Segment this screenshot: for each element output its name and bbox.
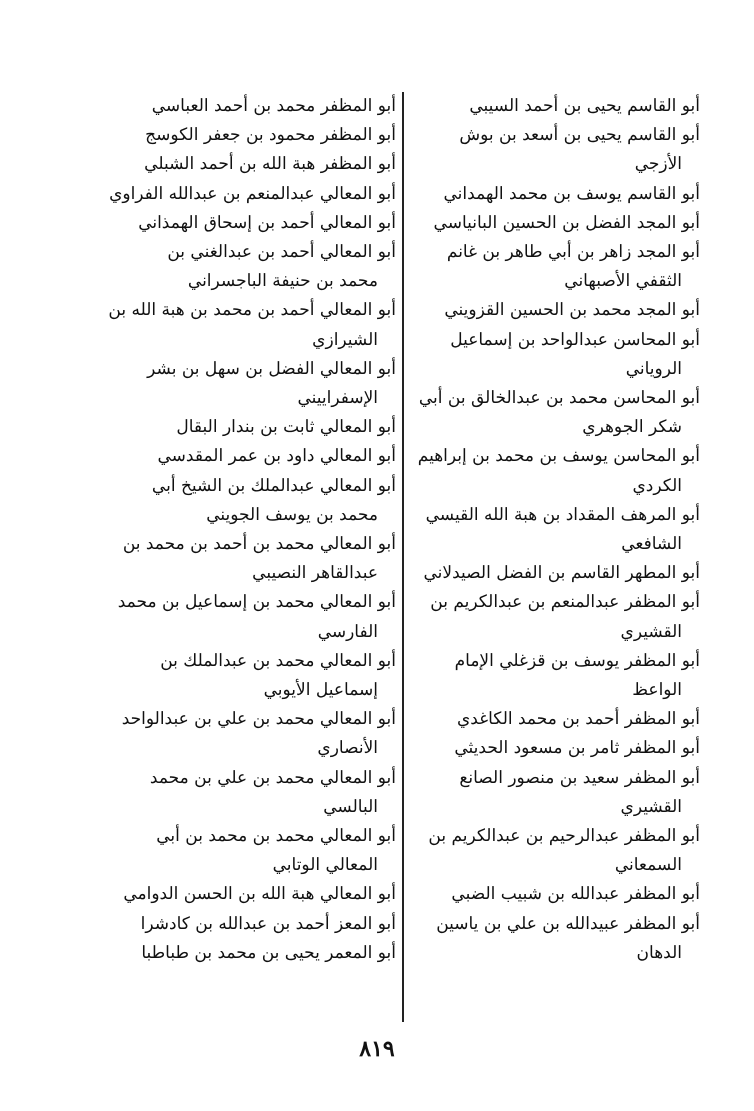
entry-continuation: عبدالقاهر النصيبي bbox=[252, 563, 378, 584]
entry-line: أبو المطهر القاسم بن الفضل الصيدلاني bbox=[423, 563, 700, 584]
page-number: ٨١٩ bbox=[359, 1036, 395, 1062]
entry-continuation: الأزجي bbox=[634, 154, 682, 175]
entry-line: أبو المظفر هبة الله بن أحمد الشبلي bbox=[144, 154, 396, 175]
entry-line: أبو المعالي محمد بن أحمد بن محمد بن bbox=[122, 534, 396, 555]
name-entry bbox=[96, 209, 396, 238]
entry-line: أبو المعالي محمد بن إسماعيل بن محمد bbox=[117, 592, 396, 613]
name-entry bbox=[404, 209, 700, 238]
name-entry bbox=[404, 442, 700, 500]
name-entry bbox=[404, 647, 700, 705]
entry-line: أبو المجد محمد بن الحسين القزويني bbox=[444, 300, 700, 321]
name-entry bbox=[96, 442, 396, 471]
entry-line: أبو القاسم يحيى بن أحمد السيبي bbox=[469, 96, 700, 116]
name-entry bbox=[96, 121, 396, 150]
entry-continuation: الواعظ bbox=[632, 680, 682, 701]
entry-line: أبو المظفر أحمد بن محمد الكاغدي bbox=[457, 709, 700, 730]
entry-line: أبو المظفر ثامر بن مسعود الحديثي bbox=[454, 738, 700, 759]
name-entry bbox=[404, 326, 700, 384]
name-entry bbox=[96, 150, 396, 179]
entry-continuation: القشيري bbox=[620, 621, 682, 642]
entry-continuation: محمد بن حنيفة الباجسراني bbox=[187, 271, 378, 292]
name-entry bbox=[404, 910, 700, 968]
entry-continuation: الروياني bbox=[625, 358, 682, 379]
entry-line: أبو المعالي أحمد بن إسحاق الهمذاني bbox=[138, 212, 396, 233]
entry-continuation: السمعاني bbox=[614, 855, 682, 876]
entry-line: أبو المظفر سعيد بن منصور الصانع bbox=[459, 767, 700, 788]
name-entry bbox=[96, 413, 396, 442]
entry-continuation: الثقفي الأصبهاني bbox=[564, 271, 682, 292]
entry-continuation: الشافعي bbox=[621, 534, 682, 555]
name-entry bbox=[96, 92, 396, 121]
name-entry bbox=[96, 764, 396, 822]
entry-continuation: القشيري bbox=[620, 796, 682, 817]
entry-line: أبو المظفر محمود بن جعفر الكوسج bbox=[145, 125, 396, 146]
name-entry bbox=[404, 588, 700, 646]
entry-continuation: البالسي bbox=[323, 796, 378, 817]
name-entry bbox=[96, 355, 396, 413]
entry-line: أبو المجد الفضل بن الحسين البانياسي bbox=[433, 212, 700, 233]
entry-line: أبو المعالي داود بن عمر المقدسي bbox=[157, 446, 396, 467]
entry-line: أبو المعز أحمد بن عبدالله بن كادشرا bbox=[140, 913, 396, 934]
name-entry bbox=[404, 822, 700, 880]
entry-line: أبو المحاسن عبدالواحد بن إسماعيل bbox=[450, 329, 700, 350]
entry-line: أبو المعالي هبة الله بن الحسن الدوامي bbox=[123, 884, 396, 905]
entry-line: أبو المعالي عبدالملك بن الشيخ أبي bbox=[151, 475, 396, 496]
name-entry bbox=[404, 501, 700, 559]
entry-line: أبو القاسم يوسف بن محمد الهمداني bbox=[443, 183, 700, 204]
entry-line: أبو المظفر عبيدالله بن علي بن ياسين bbox=[436, 913, 700, 934]
name-entry bbox=[96, 588, 396, 646]
entry-continuation: الكردي bbox=[632, 475, 682, 496]
entry-continuation: الإسفراييني bbox=[297, 388, 378, 409]
name-entry bbox=[404, 180, 700, 209]
entry-line: أبو المجد زاهر بن أبي طاهر بن غانم bbox=[446, 242, 700, 263]
entry-line: أبو المعالي محمد بن عبدالملك بن bbox=[160, 650, 396, 671]
entry-continuation: محمد بن يوسف الجويني bbox=[206, 504, 378, 525]
name-entry bbox=[96, 705, 396, 763]
entry-line: أبو المعالي محمد بن محمد بن أبي bbox=[156, 826, 396, 847]
entry-continuation: الدهان bbox=[636, 942, 682, 963]
entry-line: أبو القاسم يحيى بن أسعد بن بوش bbox=[459, 125, 700, 146]
name-entry bbox=[404, 559, 700, 588]
entry-continuation: الشيرازي bbox=[312, 329, 378, 350]
name-entry bbox=[404, 238, 700, 296]
entry-line: أبو المظفر يوسف بن قزغلي الإمام bbox=[454, 650, 700, 671]
entry-line: أبو المظفر عبدالرحيم بن عبدالكريم بن bbox=[428, 826, 700, 847]
name-entry bbox=[404, 705, 700, 734]
name-entry bbox=[96, 939, 396, 968]
entry-line: أبو المعالي ثابت بن بندار البقال bbox=[176, 417, 396, 438]
right-column bbox=[404, 92, 700, 968]
name-entry bbox=[96, 910, 396, 939]
name-entry bbox=[404, 296, 700, 325]
entry-line: أبو المعالي أحمد بن عبدالغني بن bbox=[167, 242, 396, 263]
entry-line: أبو المظفر عبدالله بن شبيب الضبي bbox=[451, 884, 700, 905]
entry-line: أبو المرهف المقداد بن هبة الله القيسي bbox=[425, 504, 700, 525]
entry-line: أبو المعالي أحمد بن محمد بن هبة الله بن bbox=[108, 300, 396, 321]
name-entry bbox=[404, 764, 700, 822]
name-entry bbox=[96, 472, 396, 530]
name-entry bbox=[96, 647, 396, 705]
name-entry bbox=[96, 822, 396, 880]
left-column bbox=[96, 92, 396, 968]
name-entry bbox=[404, 734, 700, 763]
entry-line: أبو المعالي عبدالمنعم بن عبدالله الفراوي bbox=[109, 183, 396, 204]
name-entry bbox=[96, 880, 396, 909]
entry-continuation: شكر الجوهري bbox=[582, 417, 682, 438]
name-entry bbox=[96, 238, 396, 296]
name-entry bbox=[404, 121, 700, 179]
column-divider bbox=[402, 92, 404, 1022]
entry-line: أبو المحاسن يوسف بن محمد بن إبراهيم bbox=[417, 446, 700, 467]
entry-continuation: الأنصاري bbox=[317, 738, 378, 759]
entry-line: أبو المحاسن محمد بن عبدالخالق بن أبي bbox=[418, 388, 700, 409]
entry-continuation: إسماعيل الأيوبي bbox=[263, 680, 378, 701]
entry-line: أبو المعالي محمد بن علي بن عبدالواحد bbox=[121, 709, 396, 730]
name-entry bbox=[404, 384, 700, 442]
entry-line: أبو المعمر يحيى بن محمد بن طباطبا bbox=[141, 942, 396, 963]
name-entry bbox=[96, 530, 396, 588]
entry-continuation: الفارسي bbox=[317, 621, 378, 642]
entry-line: أبو المعالي الفضل بن سهل بن بشر bbox=[147, 358, 396, 379]
name-entry bbox=[404, 880, 700, 909]
name-entry bbox=[404, 92, 700, 121]
entry-line: أبو المعالي محمد بن علي بن محمد bbox=[149, 767, 396, 788]
name-entry bbox=[96, 180, 396, 209]
entry-line: أبو المظفر محمد بن أحمد العباسي bbox=[151, 96, 396, 116]
entry-line: أبو المظفر عبدالمنعم بن عبدالكريم بن bbox=[430, 592, 700, 613]
name-entry bbox=[96, 296, 396, 354]
entry-continuation: المعالي الوتابي bbox=[272, 855, 378, 876]
